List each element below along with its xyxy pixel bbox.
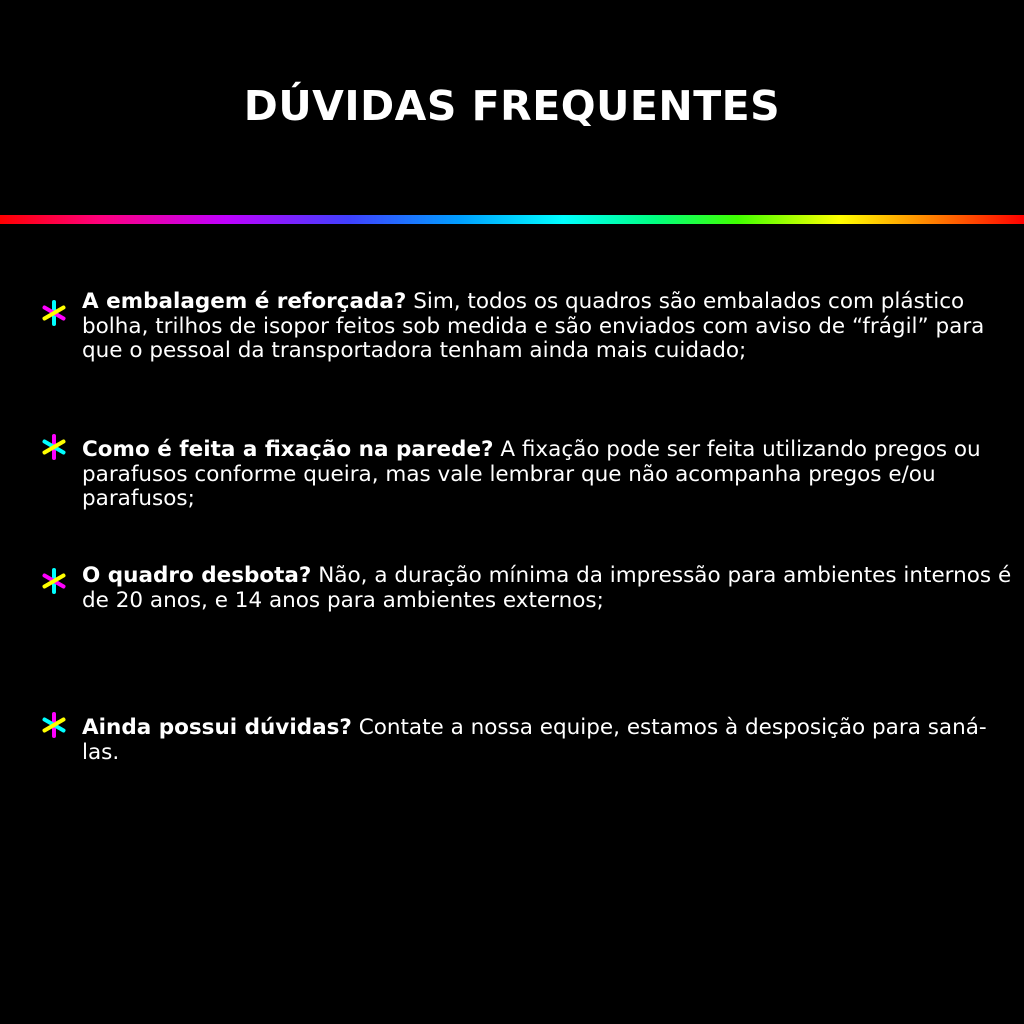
asterisk-bullet-icon	[39, 298, 69, 328]
rainbow-divider	[0, 215, 1024, 224]
faq-text	[82, 564, 1017, 613]
faq-question: A embalagem é reforçada?	[82, 289, 407, 314]
page-title: DÚVIDAS FREQUENTES	[243, 82, 781, 130]
faq-answer: Contate a nossa equipe, estamos à desposição para saná-las.	[82, 715, 987, 765]
asterisk-bullet-icon	[39, 432, 69, 462]
faq-question: O quadro desbota?	[82, 563, 312, 588]
faq-answer: Não, a duração mínima da impressão para ambientes internos é de 20 anos, e 14 anos para ambientes externos;	[82, 563, 1012, 613]
faq-question: Ainda possui dúvidas?	[82, 715, 352, 740]
faq-answer: A fixação pode ser feita utilizando pregos ou parafusos conforme queira, mas vale lembrar que não acompanha pregos e/ou parafusos;	[82, 437, 981, 511]
asterisk-bullet-icon	[39, 710, 69, 740]
asterisk-bullet-icon	[39, 566, 69, 596]
faq-text	[82, 438, 1017, 512]
faq-text	[82, 290, 1017, 364]
faq-text	[82, 716, 1017, 765]
faq-question: Como é feita a fixação na parede?	[82, 437, 494, 462]
faq-answer: Sim, todos os quadros são embalados com plástico bolha, trilhos de isopor feitos sob medida e são enviados com aviso de “frágil” para que o pessoal da transportadora tenham ainda mais cuidado;	[82, 289, 985, 363]
